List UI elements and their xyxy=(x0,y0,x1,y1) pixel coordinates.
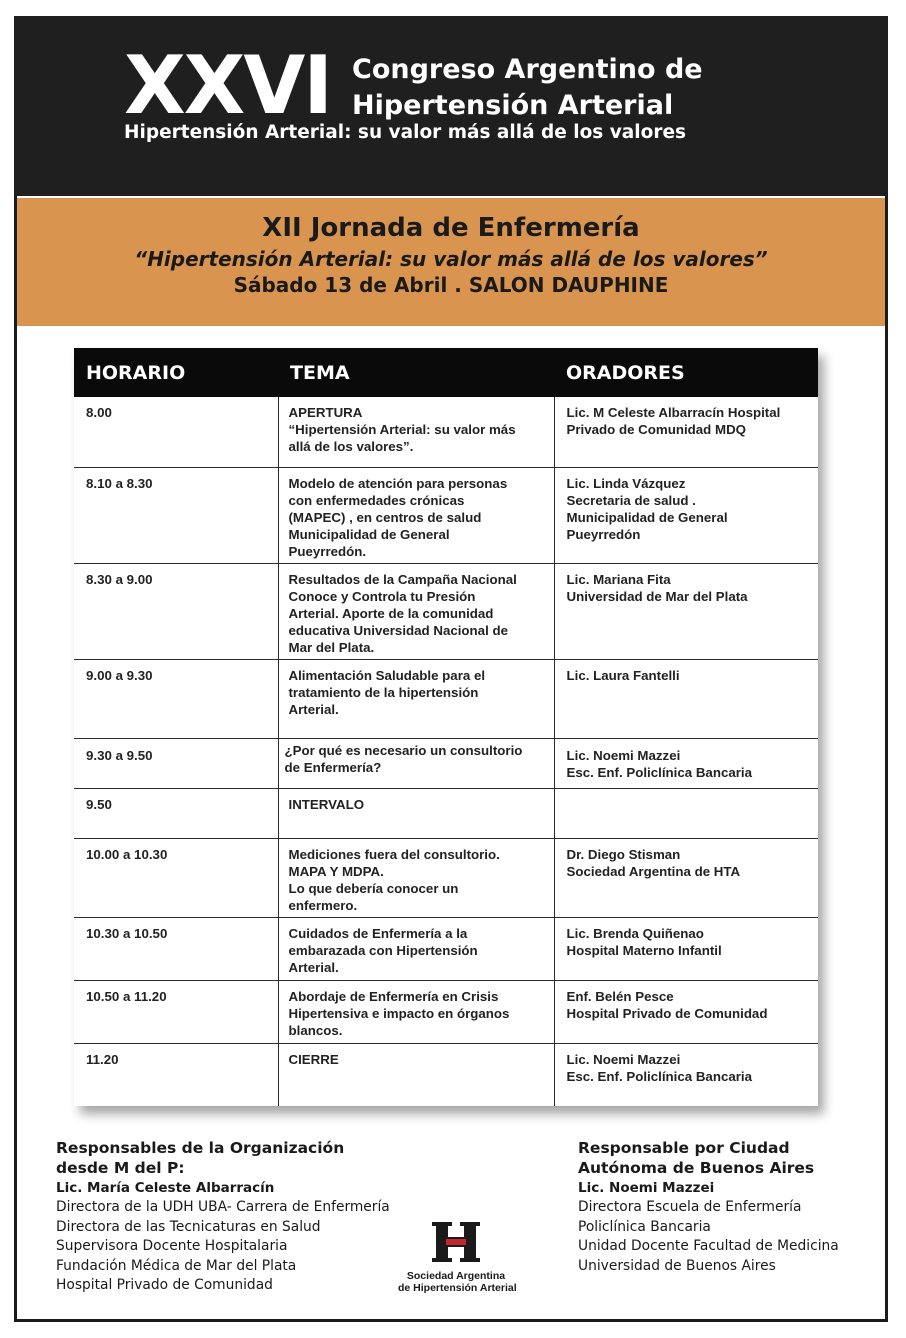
event-date-place: Sábado 13 de Abril . SALON DAUPHINE xyxy=(233,273,669,297)
time-cell: 9.50 xyxy=(74,788,278,838)
footer-left-line: Hospital Privado de Comunidad xyxy=(56,1277,273,1294)
time-cell: 11.20 xyxy=(74,1043,278,1106)
footer-right-line: Unidad Docente Facultad de Medicina xyxy=(578,1238,839,1255)
table-row xyxy=(74,467,818,563)
footer-right-heading: Responsable por Ciudad Autónoma de Buenos Aires xyxy=(578,1139,815,1177)
speaker-cell: Enf. Belén Pesce Hospital Privado de Comunidad xyxy=(554,980,818,1043)
time-cell: 10.00 a 10.30 xyxy=(74,838,278,917)
topic-cell: CIERRE xyxy=(278,1043,554,1106)
logo-text-line1: Sociedad Argentina xyxy=(406,1270,506,1282)
topic-cell: Alimentación Saludable para el tratamiento de la hipertensión Arterial. xyxy=(278,659,554,738)
header-horario: HORARIO xyxy=(74,348,278,397)
schedule-table xyxy=(74,348,818,1106)
topic-cell: Abordaje de Enfermería en Crisis Hipertensiva e impacto en órganos blancos. xyxy=(278,980,554,1043)
table-row xyxy=(74,1043,818,1106)
speaker-cell: Lic. M Celeste Albarracín Hospital Privado de Comunidad MDQ xyxy=(554,397,818,467)
topic-cell: Resultados de la Campaña Nacional Conoce y Controla tu Presión Arterial. Aporte de la comunidad educativa Universidad Nacional de Mar del Plata. xyxy=(278,563,554,659)
sah-logo-icon xyxy=(432,1220,480,1264)
time-cell: 8.10 a 8.30 xyxy=(74,467,278,563)
table-row xyxy=(74,917,818,980)
sah-logo xyxy=(398,1220,517,1294)
speaker-cell: Lic. Brenda Quiñenao Hospital Materno Infantil xyxy=(554,917,818,980)
time-cell: 8.30 a 9.00 xyxy=(74,563,278,659)
table-row xyxy=(74,659,818,738)
footer-left-line: Directora de las Tecnicaturas en Salud xyxy=(56,1218,321,1235)
footer-right-line: Universidad de Buenos Aires xyxy=(578,1257,776,1274)
congress-title xyxy=(352,52,772,124)
event-title: XII Jornada de Enfermería xyxy=(262,213,640,243)
footer-left-person: Lic. María Celeste Albarracín xyxy=(56,1180,275,1196)
footer-left-line: Directora de la UDH UBA- Carrera de Enfermería xyxy=(56,1199,390,1215)
topic-cell: Modelo de atención para personas con enfermedades crónicas (MAPEC) , en centros de salud Municipalidad de General Pueyrredón. xyxy=(278,467,554,563)
table-row xyxy=(74,788,818,838)
footer-right-person: Lic. Noemi Mazzei xyxy=(578,1180,715,1196)
topic-cell: APERTURA “Hipertensión Arterial: su valor más allá de los valores”. xyxy=(278,397,554,467)
edition-number: XXVI xyxy=(124,39,332,132)
congress-title-line1: Congreso Argentino de xyxy=(352,54,703,85)
footer-left-heading: Responsables de la Organización desde M del P: xyxy=(56,1139,345,1177)
footer-organizer-caba xyxy=(578,1138,878,1276)
event-motto: “Hipertensión Arterial: su valor más allá de los valores” xyxy=(134,247,768,271)
table-row xyxy=(74,738,818,788)
header-oradores: ORADORES xyxy=(554,348,818,397)
footer-left-line: Supervisora Docente Hospitalaria xyxy=(56,1238,288,1255)
footer-organizers-mdp xyxy=(56,1138,416,1296)
header-subtitle: Hipertensión Arterial: su valor más allá de los valores xyxy=(124,122,687,143)
table-header-row xyxy=(74,348,818,397)
footer-right-line: Policlínica Bancaria xyxy=(578,1218,711,1235)
speaker-cell: Lic. Mariana Fita Universidad de Mar del Plata xyxy=(554,563,818,659)
topic-cell: ¿Por qué es necesario un consultorio de Enfermería? xyxy=(278,738,554,788)
speaker-cell: Dr. Diego Stisman Sociedad Argentina de HTA xyxy=(554,838,818,917)
table-row xyxy=(74,838,818,917)
topic-cell: INTERVALO xyxy=(278,788,554,838)
congress-title-line2: Hipertensión Arterial xyxy=(352,90,674,121)
footer-right-line: Directora Escuela de Enfermería xyxy=(578,1199,802,1215)
topic-cell: Cuidados de Enfermería a la embarazada con Hipertensión Arterial. xyxy=(278,917,554,980)
footer-left-line: Fundación Médica de Mar del Plata xyxy=(56,1257,297,1274)
speaker-cell: Lic. Linda Vázquez Secretaria de salud . Municipalidad de General Pueyrredón xyxy=(554,467,818,563)
time-cell: 10.30 a 10.50 xyxy=(74,917,278,980)
time-cell: 9.30 a 9.50 xyxy=(74,738,278,788)
speaker-cell: Lic. Noemi Mazzei Esc. Enf. Policlínica Bancaria xyxy=(554,738,818,788)
speaker-cell xyxy=(554,788,818,838)
table-row xyxy=(74,563,818,659)
table-row xyxy=(74,980,818,1043)
table-row xyxy=(74,397,818,467)
topic-cell: Mediciones fuera del consultorio. MAPA Y MDPA. Lo que debería conocer un enfermero. xyxy=(278,838,554,917)
time-cell: 9.00 a 9.30 xyxy=(74,659,278,738)
logo-text-line2: de Hipertensión Arterial xyxy=(398,1282,517,1294)
time-cell: 8.00 xyxy=(86,405,112,420)
schedule-table-container xyxy=(74,348,818,1106)
speaker-cell: Lic. Laura Fantelli xyxy=(554,659,818,738)
speaker-cell: Lic. Noemi Mazzei Esc. Enf. Policlínica Bancaria xyxy=(554,1043,818,1106)
time-cell: 10.50 a 11.20 xyxy=(74,980,278,1043)
header-tema: TEMA xyxy=(278,348,554,397)
